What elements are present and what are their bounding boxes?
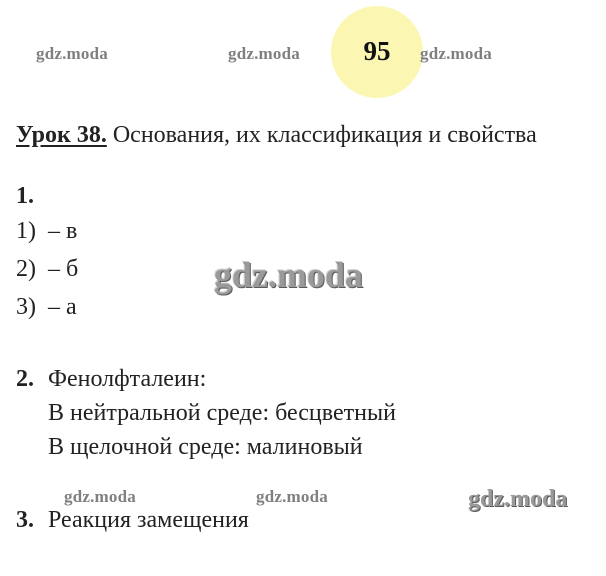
watermark-bottom-left: gdz.moda [64, 487, 136, 506]
page-number: 95 [363, 36, 391, 66]
item-answer: – в [48, 218, 78, 244]
task-1-item-1 [16, 218, 77, 245]
task-2-line-2: В нейтральной среде: бесцветный [48, 400, 396, 426]
task-2-number: 2. [16, 366, 34, 392]
task-3-line-1: Реакция замещения [48, 507, 249, 533]
task-3-number: 3. [16, 507, 34, 533]
item-answer: – б [48, 256, 79, 282]
lesson-heading [16, 122, 537, 149]
item-index: 3) [16, 294, 36, 320]
task-1-item-2 [16, 256, 78, 283]
task-2-line-3: В щелочной среде: малиновый [48, 434, 363, 460]
watermark-center: gdz.moda [214, 255, 364, 295]
watermark-bottom-right: gdz.moda [468, 486, 568, 512]
watermark-top-right: gdz.moda [420, 44, 492, 63]
item-index: 2) [16, 256, 36, 282]
item-answer: – а [48, 294, 77, 320]
task-2-line-1: Фенолфталеин: [48, 366, 207, 392]
watermark-top-left: gdz.moda [36, 44, 108, 63]
task-1-item-3 [16, 294, 77, 321]
watermark-bottom-middle: gdz.moda [256, 487, 328, 506]
task-1-number: 1. [16, 183, 34, 209]
lesson-number: Урок 38. [16, 122, 107, 148]
watermark-top-middle: gdz.moda [228, 44, 300, 63]
lesson-title: Основания, их классификация и свойства [112, 122, 537, 148]
item-index: 1) [16, 218, 36, 244]
